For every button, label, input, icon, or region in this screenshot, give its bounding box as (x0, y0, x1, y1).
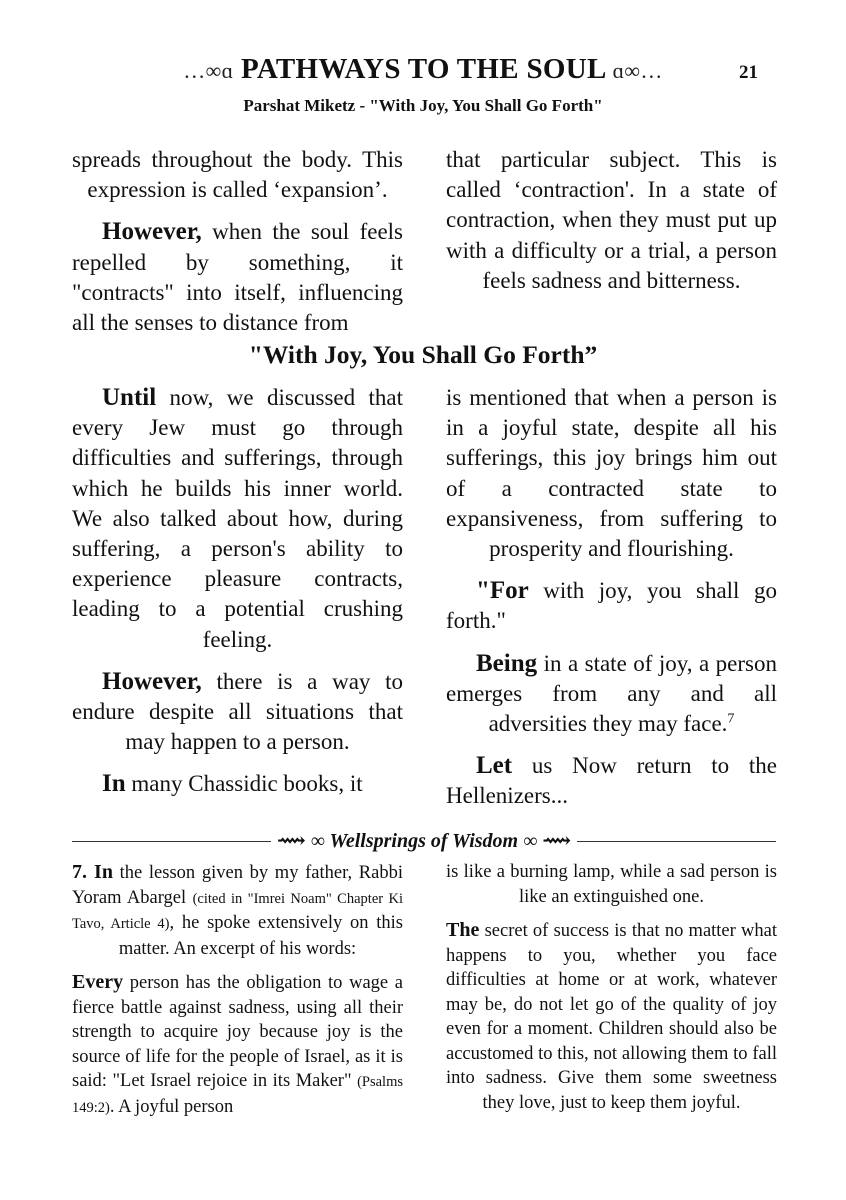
citation: (cited in "Imrei Noam" Chapter Ki Tavo, Article 4) (72, 890, 403, 932)
divider-text: Wellsprings of Wisdom (329, 830, 519, 852)
paragraph (72, 769, 403, 799)
page-number: 21 (739, 62, 758, 83)
lead-word: However, (102, 667, 202, 695)
paragraph (446, 649, 777, 740)
footnote-text: , he spoke extensively on this matter. An excerpt of his words: (118, 913, 403, 959)
paragraph-text: there is a way to endure despite all situations that may happen to a person. (72, 668, 403, 755)
divider-label (271, 830, 577, 852)
ornament-right-icon: ɑ∞… (612, 58, 663, 83)
footnote-right-column (446, 860, 777, 1124)
paragraph: that particular subject. This is called ‘contraction'. In a state of contraction, when they must put up with a difficulty or a trial, a person feels sadness and bitterness. (446, 147, 777, 293)
ornament-left-icon: …∞ɑ (183, 58, 234, 83)
footnote-text: the lesson given by my father, Rabbi Yoram Abargel (72, 863, 403, 908)
footnote-marker: 7 (727, 711, 735, 727)
lead-word: Let (476, 752, 513, 780)
paragraph (72, 667, 403, 758)
footnote-divider (72, 828, 776, 854)
footnote-paragraph: is like a burning lamp, while a sad person is like an extinguished one. (446, 862, 777, 907)
ornament-icon: ∞ ⟿ (518, 830, 572, 852)
top-left-column (72, 145, 403, 350)
header-title-line (0, 52, 846, 88)
footnote-paragraph (72, 970, 403, 1120)
book-title: PATHWAYS TO THE SOUL (240, 53, 606, 85)
running-header (0, 52, 846, 86)
footnote-paragraph (446, 918, 777, 1115)
footnote-paragraph (72, 860, 403, 961)
footnote-text: secret of success is that no matter what happens to you, whether you face difficulties at home or at work, whatever may be, do not let go of the quality of joy even for a moment. Children should also be accustomed to this, not allowing them to fall into sadness. Give them some sweetness they love, just to keep them joyful. (446, 921, 777, 1113)
footnote-lead: Every (72, 971, 124, 993)
lead-word: "For (476, 577, 529, 605)
ornament-icon: ⟿ ∞ (276, 830, 330, 852)
top-right-column (446, 145, 777, 308)
footnote-lead: The (446, 919, 480, 941)
paragraph (72, 383, 403, 655)
footnote-lead: 7. In (72, 861, 113, 883)
footnote-left-column (72, 860, 403, 1129)
lead-word: Until (102, 384, 157, 411)
paragraph (72, 217, 403, 338)
citation: (Psalms 149:2) (72, 1074, 403, 1116)
paragraph (446, 576, 777, 636)
paragraph-text: when the soul feels repelled by something, it "contracts" into itself, influencing all the senses to distance from (72, 219, 403, 336)
paragraph (446, 751, 777, 811)
body-right-column (446, 383, 777, 824)
footnote-text: . A joyful person (109, 1096, 234, 1117)
paragraph: spreads throughout the body. This expression is called ‘expansion’. (72, 147, 403, 203)
chapter-subtitle: Parshat Miketz - "With Joy, You Shall Go Forth" (243, 96, 603, 115)
divider-label-wrap (72, 828, 776, 853)
lead-word: In (102, 770, 126, 798)
body-left-column (72, 383, 403, 812)
footnote-text: person has the obligation to wage a fierce battle against sadness, using all their strength to acquire joy because joy is the source of life for the people of Israel, as it is said: "Let Israel rejoice in its Maker" (72, 973, 403, 1091)
lead-word: However, (102, 218, 202, 246)
paragraph-text: in a state of joy, a person emerges from any and all adversities they may face. (446, 650, 777, 737)
lead-word: Being (476, 649, 538, 677)
paragraph-text: now, we discussed that every Jew must go through difficulties and sufferings, through which he builds his inner world. We also talked about how, during suffering, a person's ability to experience pleasure contracts, leading to a potential crushing feeling. (72, 385, 403, 652)
paragraph: is mentioned that when a person is in a joyful state, despite all his sufferings, this joy brings him out of a contracted state to expansiveness, from suffering to prosperity and flourishing. (446, 385, 777, 562)
paragraph-text: us Now return to the Hellenizers... (446, 753, 777, 809)
paragraph-text: with joy, you shall go forth." (446, 578, 777, 634)
paragraph-text: many Chassidic books, it (125, 771, 363, 797)
section-title: "With Joy, You Shall Go Forth” (248, 340, 598, 369)
